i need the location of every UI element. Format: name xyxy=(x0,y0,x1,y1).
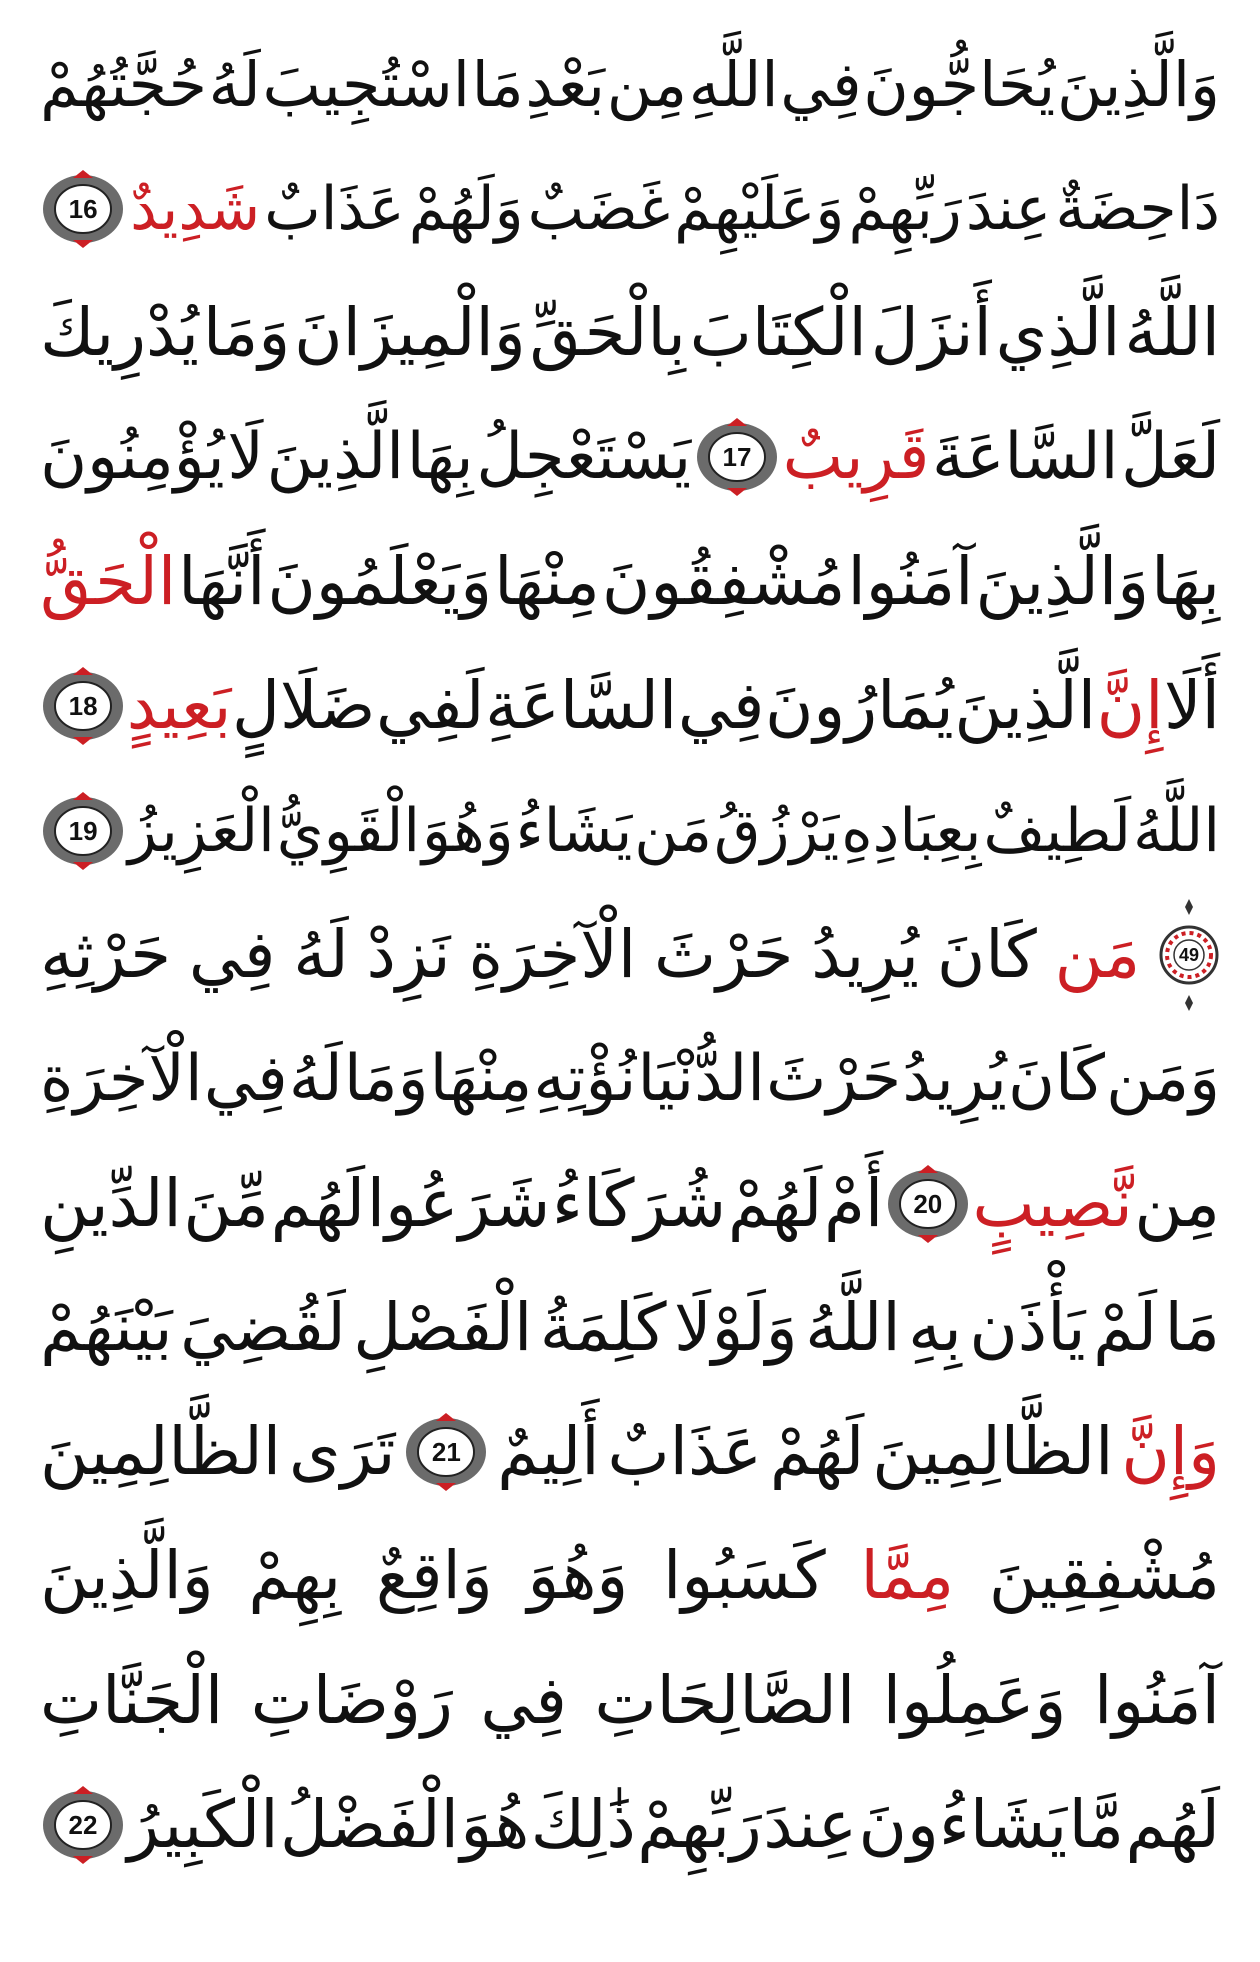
quran-word: أَنَّهَا xyxy=(178,542,266,620)
verse-line xyxy=(40,270,1220,395)
quran-word: فِي xyxy=(188,915,276,993)
ayah-number-marker xyxy=(40,792,126,870)
quran-word: الَّذِينَ xyxy=(954,666,1097,744)
ayah-number: 19 xyxy=(68,815,98,846)
quran-word: نَزِدْ xyxy=(366,915,451,993)
quran-word: لَعَلَّ xyxy=(1121,419,1220,494)
quran-word: وَعَلَيْهِمْ xyxy=(674,173,845,244)
quran-word: يُرِيدُ xyxy=(902,1041,1007,1116)
quran-word: وَالَّذِينَ xyxy=(1056,47,1220,121)
quran-word: بَيْنَهُمْ xyxy=(40,1288,173,1366)
quran-word: الْآخِرَةِ xyxy=(468,915,637,993)
quran-word: وَلَوْلَا xyxy=(673,1288,798,1366)
quran-word: بِهَا xyxy=(1151,542,1220,620)
quran-word: الدِّينِ xyxy=(40,1164,182,1242)
quran-word: مِن xyxy=(606,47,688,121)
quran-word: بِعِبَادِهِ xyxy=(841,795,982,866)
quran-word: أَنزَلَ xyxy=(870,293,992,371)
quran-word: لَفِي xyxy=(375,666,485,744)
quran-word: دَاحِضَةٌ xyxy=(1055,173,1220,244)
quran-word: لَهُم xyxy=(1125,1785,1220,1863)
quran-word: لَهُمْ xyxy=(727,1164,823,1242)
quran-word: لَطِيفٌ xyxy=(983,795,1132,866)
quran-word: لَهُ xyxy=(293,915,349,993)
verse-line xyxy=(40,1638,1220,1763)
quran-word: يَأْذَن xyxy=(969,1288,1086,1366)
quran-word: لَمْ xyxy=(1093,1288,1158,1366)
quran-word: وَالْمِيزَانَ xyxy=(294,293,526,371)
quran-word: الْحَقُّ xyxy=(40,542,177,620)
quran-word: غَضَبٌ xyxy=(527,173,670,244)
quran-word: كَسَبُوا xyxy=(663,1536,826,1614)
quran-word: بَعِيدٍ xyxy=(126,666,232,744)
quran-word: آمَنُوا xyxy=(1093,1661,1220,1739)
verse-line xyxy=(40,1265,1220,1390)
quran-word: الْفَضْلُ xyxy=(279,1785,460,1863)
quran-word: رَبِّهِمْ xyxy=(848,173,962,244)
quran-word: لَهُ xyxy=(288,1041,343,1116)
quran-word: يَشَاءُ xyxy=(515,795,633,866)
quran-word: كَانَ xyxy=(936,915,1037,993)
quran-word: يَشَاءُونَ xyxy=(858,1785,1068,1863)
quran-word: كَانَ xyxy=(1008,1041,1105,1116)
quran-word: السَّاعَةِ xyxy=(485,666,678,744)
quran-word: اسْتُجِيبَ xyxy=(262,47,470,121)
quran-word: يَسْتَعْجِلُ xyxy=(476,419,692,494)
ayah-number-marker xyxy=(40,1786,126,1864)
quran-word: السَّاعَةَ xyxy=(932,419,1119,494)
quran-word: أَلِيمٌ xyxy=(497,1412,600,1490)
quran-word: حَرْثَ xyxy=(766,1041,902,1116)
quran-word: اللَّهُ xyxy=(1124,293,1220,371)
quran-word: مُشْفِقُونَ xyxy=(601,542,846,620)
quran-word: لَهُم xyxy=(270,1164,366,1242)
ayah-number: 21 xyxy=(431,1436,461,1467)
quran-word: وَهُوَ xyxy=(527,1536,629,1614)
quran-word: فِي xyxy=(480,1661,567,1739)
quran-word: الصَّالِحَاتِ xyxy=(594,1661,856,1739)
quran-word: اللَّهِ xyxy=(688,47,779,121)
quran-word: لَا xyxy=(227,419,264,494)
quran-word: وَيَعْلَمُونَ xyxy=(267,542,493,620)
quran-word: يُحَاجُّونَ xyxy=(863,47,1056,121)
quran-word: شَرَعُوا xyxy=(366,1164,551,1242)
quran-word: مُشْفِقِينَ xyxy=(988,1536,1220,1614)
ayah-number: 20 xyxy=(913,1188,943,1219)
quran-word: فِي xyxy=(677,666,765,744)
ayah-number: 22 xyxy=(68,1809,98,1840)
quran-word: وَمَا xyxy=(343,1041,429,1116)
quran-word: وَاقِعٌ xyxy=(375,1536,493,1614)
quran-word: إِنَّ xyxy=(1096,666,1164,744)
quran-word: مَا xyxy=(471,47,524,121)
quran-word: مَّا xyxy=(1068,1785,1125,1863)
quran-word: وَالَّذِينَ xyxy=(40,1536,214,1614)
ayah-number: 17 xyxy=(722,441,752,472)
quran-word: الْفَصْلِ xyxy=(353,1288,533,1366)
quran-word: الْكِتَابَ xyxy=(689,293,867,371)
ayah-number-marker xyxy=(694,418,780,496)
quran-word: رَوْضَاتِ xyxy=(250,1661,453,1739)
quran-word: فِي xyxy=(780,47,862,121)
hizb-number: 49 xyxy=(1178,944,1200,965)
quran-word: الظَّالِمِينَ xyxy=(872,1412,1114,1490)
verse-line xyxy=(40,643,1220,768)
quran-word: الْجَنَّاتِ xyxy=(40,1661,224,1739)
quran-word: بَعْدِ xyxy=(525,47,606,121)
quran-word: نُؤْتِهِ xyxy=(533,1041,637,1116)
ayah-number-marker xyxy=(40,667,126,745)
quran-word: مِمَّا xyxy=(860,1536,955,1614)
verse-line xyxy=(40,146,1220,271)
ayah-number: 18 xyxy=(68,690,98,721)
quran-word: ضَلَالٍ xyxy=(232,666,376,744)
quran-word: شَدِيدٌ xyxy=(130,173,261,244)
verse-line xyxy=(40,1389,1220,1514)
quran-word: تَرَى xyxy=(289,1412,396,1490)
quran-word: كَلِمَةُ xyxy=(539,1288,667,1366)
quran-word: لَقُضِيَ xyxy=(180,1288,346,1366)
verse-line xyxy=(40,22,1220,147)
quran-word: عِندَ xyxy=(763,1785,858,1863)
quran-word: اللَّهُ xyxy=(805,1288,901,1366)
quran-word: الدُّنْيَا xyxy=(637,1041,765,1116)
quran-word: بِهَا xyxy=(406,419,474,494)
quran-word: وَالَّذِينَ xyxy=(975,542,1150,620)
quran-word: وَمَن xyxy=(1106,1041,1220,1116)
quran-word: الْقَوِيُّ xyxy=(276,795,421,866)
ayah-number: 16 xyxy=(68,193,98,224)
quran-word: لَهُمْ xyxy=(769,1412,865,1490)
quran-word: رَبِّهِمْ xyxy=(637,1785,762,1863)
quran-word: مِّنَ xyxy=(183,1164,269,1242)
quran-word: مَا xyxy=(1164,1288,1220,1366)
quran-word: ذَٰلِكَ xyxy=(530,1785,636,1863)
ayah-number-marker xyxy=(40,170,126,248)
quran-word: يُرِيدُ xyxy=(811,915,920,993)
quran-word: الْعَزِيزُ xyxy=(128,795,275,866)
quran-word: الْآخِرَةِ xyxy=(40,1041,203,1116)
quran-word: مِنْهَا xyxy=(429,1041,533,1116)
verse-line xyxy=(40,1762,1220,1887)
quran-word: عَذَابٌ xyxy=(607,1412,762,1490)
quran-word: الظَّالِمِينَ xyxy=(40,1412,282,1490)
verse-line xyxy=(40,768,1220,893)
quran-word: حَرْثِهِ xyxy=(40,915,172,993)
verse-line xyxy=(40,1141,1220,1266)
quran-word: عِندَ xyxy=(965,173,1052,244)
quran-word: يُمَارُونَ xyxy=(764,666,954,744)
quran-word: الَّذِينَ xyxy=(266,419,405,494)
verse-line xyxy=(40,394,1220,519)
quran-word: وَعَمِلُوا xyxy=(882,1661,1067,1739)
quran-word: مَن xyxy=(634,795,713,866)
quran-word: فِي xyxy=(203,1041,288,1116)
quran-word: وَهُوَ xyxy=(421,795,514,866)
quran-word: بِالْحَقِّ xyxy=(529,293,686,371)
quran-word: آمَنُوا xyxy=(847,542,974,620)
quran-word: أَلَا xyxy=(1164,666,1220,744)
quran-word: عَذَابٌ xyxy=(264,173,405,244)
quran-word: لَهُ xyxy=(208,47,261,121)
verse-line xyxy=(40,892,1220,1017)
ayah-number-marker xyxy=(885,1165,971,1243)
verse-line xyxy=(40,519,1220,644)
quran-word: يَرْزُقُ xyxy=(713,795,840,866)
quran-word: بِهِ xyxy=(908,1288,962,1366)
quran-word: اللَّهُ xyxy=(1133,795,1220,866)
ayah-number-marker xyxy=(403,1413,489,1491)
quran-word: أَمْ xyxy=(823,1164,884,1242)
quran-word: يُؤْمِنُونَ xyxy=(40,419,225,494)
quran-word: هُوَ xyxy=(460,1785,530,1863)
quran-word: الْكَبِيرُ xyxy=(127,1785,279,1863)
quran-word: مِنْهَا xyxy=(494,542,600,620)
quran-word: حَرْثَ xyxy=(654,915,794,993)
verse-line xyxy=(40,1016,1220,1141)
quran-word: نَّصِيبٍ xyxy=(972,1164,1133,1242)
hizb-marker xyxy=(1158,897,1220,1013)
quran-word: وَلَهُمْ xyxy=(408,173,524,244)
quran-word: شُرَكَاءُ xyxy=(551,1164,727,1242)
verse-line xyxy=(40,1513,1220,1638)
quran-word: الَّذِي xyxy=(995,293,1121,371)
quran-word: وَمَا xyxy=(202,293,291,371)
quran-word: حُجَّتُهُمْ xyxy=(40,47,208,121)
quran-word: وَإِنَّ xyxy=(1121,1412,1220,1490)
quran-word: قَرِيبٌ xyxy=(782,419,930,494)
quran-word: بِهِمْ xyxy=(248,1536,342,1614)
quran-word: يُدْرِيكَ xyxy=(40,293,199,371)
quran-word: مَن xyxy=(1054,915,1141,993)
quran-word: مِن xyxy=(1134,1164,1220,1242)
